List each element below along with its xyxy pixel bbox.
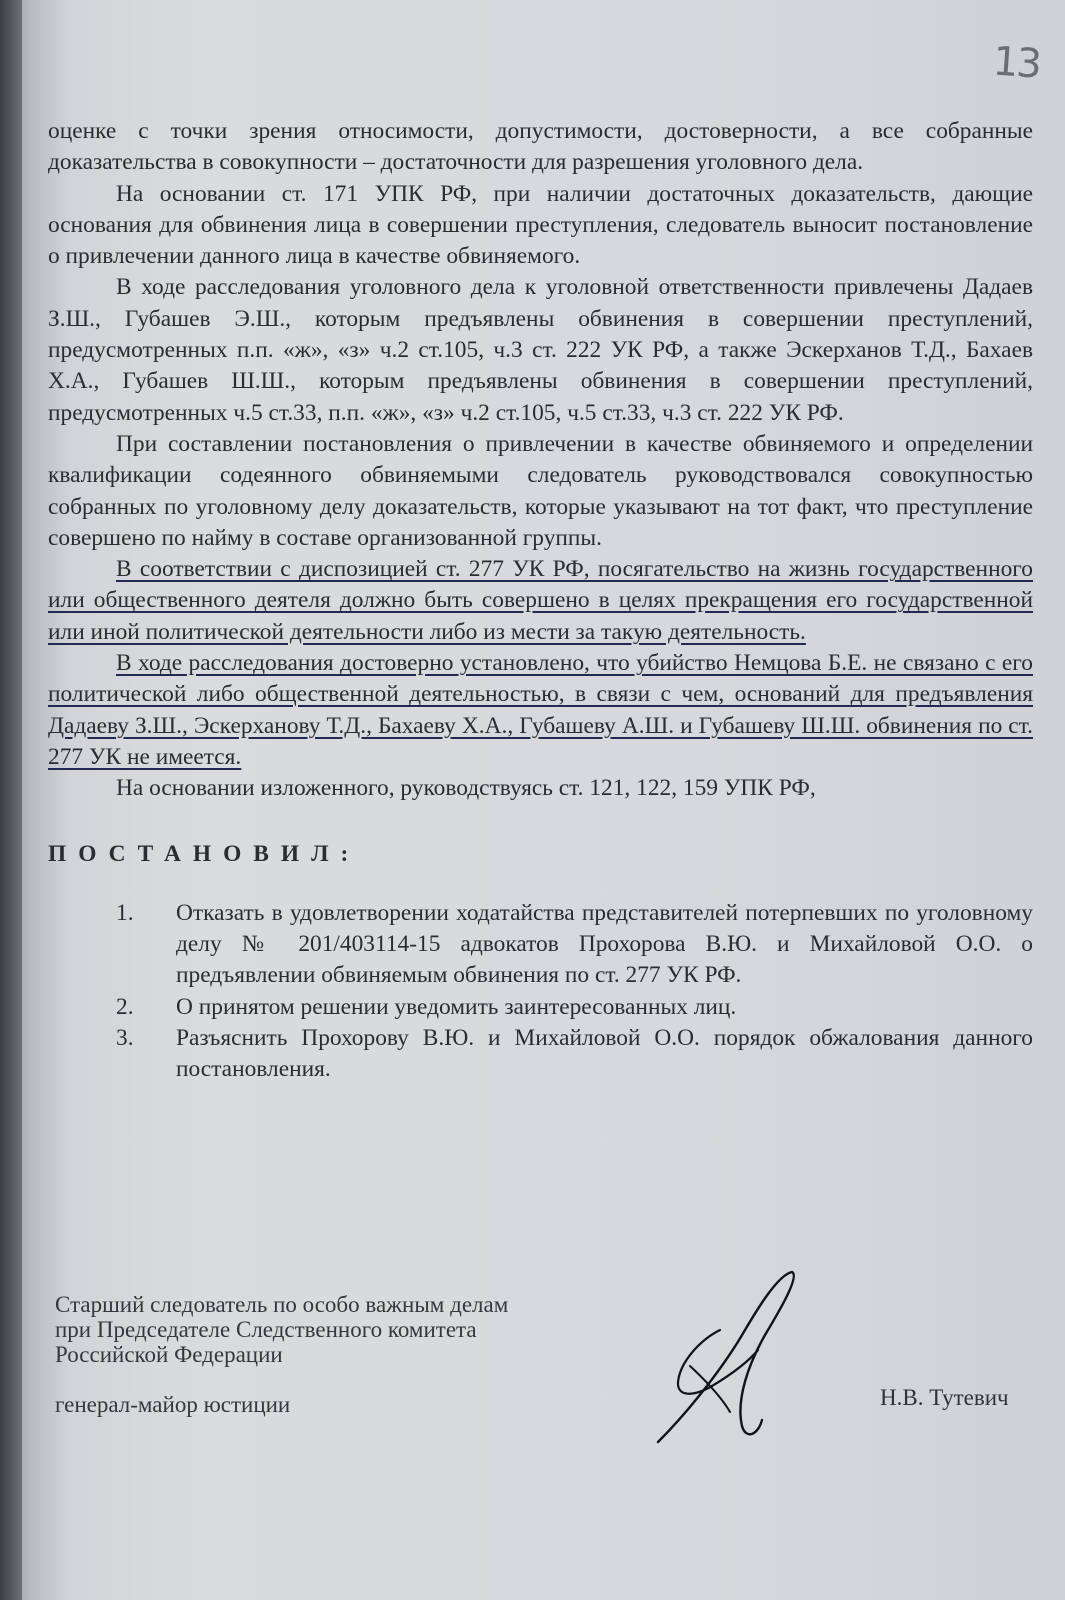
handwritten-page-number: 13: [991, 38, 1042, 88]
underlined-text: В ходе расследования достоверно установлено, что убийство Немцова Б.Е. не связано с его политической либо общественной деятельностью, в связи с чем, оснований для предъявления Дадаеву З.Ш., Эскерханову Т.Д., Бахаеву Х.А., Губашеву А.Ш. и Губашеву Ш.Ш. обвинения по ст. 277 УК не имеется.: [48, 650, 1033, 770]
item-text: Отказать в удовлетворении ходатайства представителей потерпевших по уголовному делу № 201/403114-15 адвокатов Прохорова В.Ю. и Михайловой О.О. о предъявлении обвиняемым обвинения по ст. 277 УК РФ.: [176, 899, 1033, 989]
position-line: Старший следователь по особо важным делам: [55, 1292, 509, 1317]
item-text: Разъяснить Прохорову В.Ю. и Михайловой О.О. порядок обжалования данного постановления.: [176, 1025, 1033, 1083]
paragraph-accused: В ходе расследования уголовного дела к уголовной ответственности привлечены Дадаев З.Ш., Губашев Э.Ш., которым предъявлены обвинения в совершении преступлений, предусмотренных п.п. «ж», «з» ч.2 ст.105, ч.3 ст. 222 УК РФ, а также Эскерханов Т.Д., Бахаев Х.А., Губашев Ш.Ш., которым предъявлены обвинения в совершении преступлений, предусмотренных ч.5 ст.33, п.п. «ж», «з» ч.2 ст.105, ч.5 ст.33, ч.3 ст. 222 УК РФ.: [48, 274, 1033, 426]
paragraph-qualification: При составлении постановления о привлечении в качестве обвиняемого и определении квалификации содеянного обвиняемыми следователь руководствовался совокупностью собранных по уголовному делу доказательств, которые указывают на тот факт, что преступление совершено по найму в составе организованной группы.: [48, 430, 1033, 551]
underlined-text: В соответствии с диспозицией ст. 277 УК РФ, посягательство на жизнь государственного или общественного деятеля должно быть совершено в целях прекращения его государственной или иной политической деятельности либо из мести за такую деятельность.: [48, 556, 1033, 645]
resolution-item: [48, 992, 1033, 1023]
paragraph-grounds: На основании изложенного, руководствуясь ст. 121, 122, 159 УПК РФ,: [116, 775, 816, 802]
document-body: [48, 116, 1033, 1086]
item-text: О принятом решении уведомить заинтересованных лиц.: [176, 993, 737, 1020]
item-number: 2.: [116, 993, 134, 1020]
signatory-rank: генерал-майор юстиции: [55, 1392, 291, 1417]
signatory-name: Н.В. Тутевич: [880, 1385, 1009, 1410]
signatory-position: [55, 1292, 615, 1367]
resolution-heading: ПОСТАНОВИЛ:: [48, 840, 361, 867]
item-number: 1.: [116, 899, 134, 926]
resolution-item: [48, 1023, 1033, 1086]
paragraph-nemtsov: [48, 648, 1033, 773]
resolution-item: [48, 898, 1033, 992]
binding-shadow: [0, 0, 22, 1600]
item-number: 3.: [116, 1025, 134, 1052]
position-line: при Председателе Следственного комитета: [55, 1317, 477, 1342]
paragraph-evaluation: оценке с точки зрения относимости, допустимости, достоверности, а все собранные доказательства в совокупности – достаточности для разрешения уголовного дела.: [48, 118, 1033, 176]
paragraph-article-277: [48, 554, 1033, 648]
position-line: Российской Федерации: [55, 1342, 283, 1367]
paragraph-article-171: На основании ст. 171 УПК РФ, при наличии достаточных доказательств, дающие основания для обвинения лица в совершении преступления, следователь выносит постановление о привлечении данного лица в качестве обвиняемого.: [48, 180, 1033, 270]
handwritten-signature: [650, 1270, 810, 1470]
